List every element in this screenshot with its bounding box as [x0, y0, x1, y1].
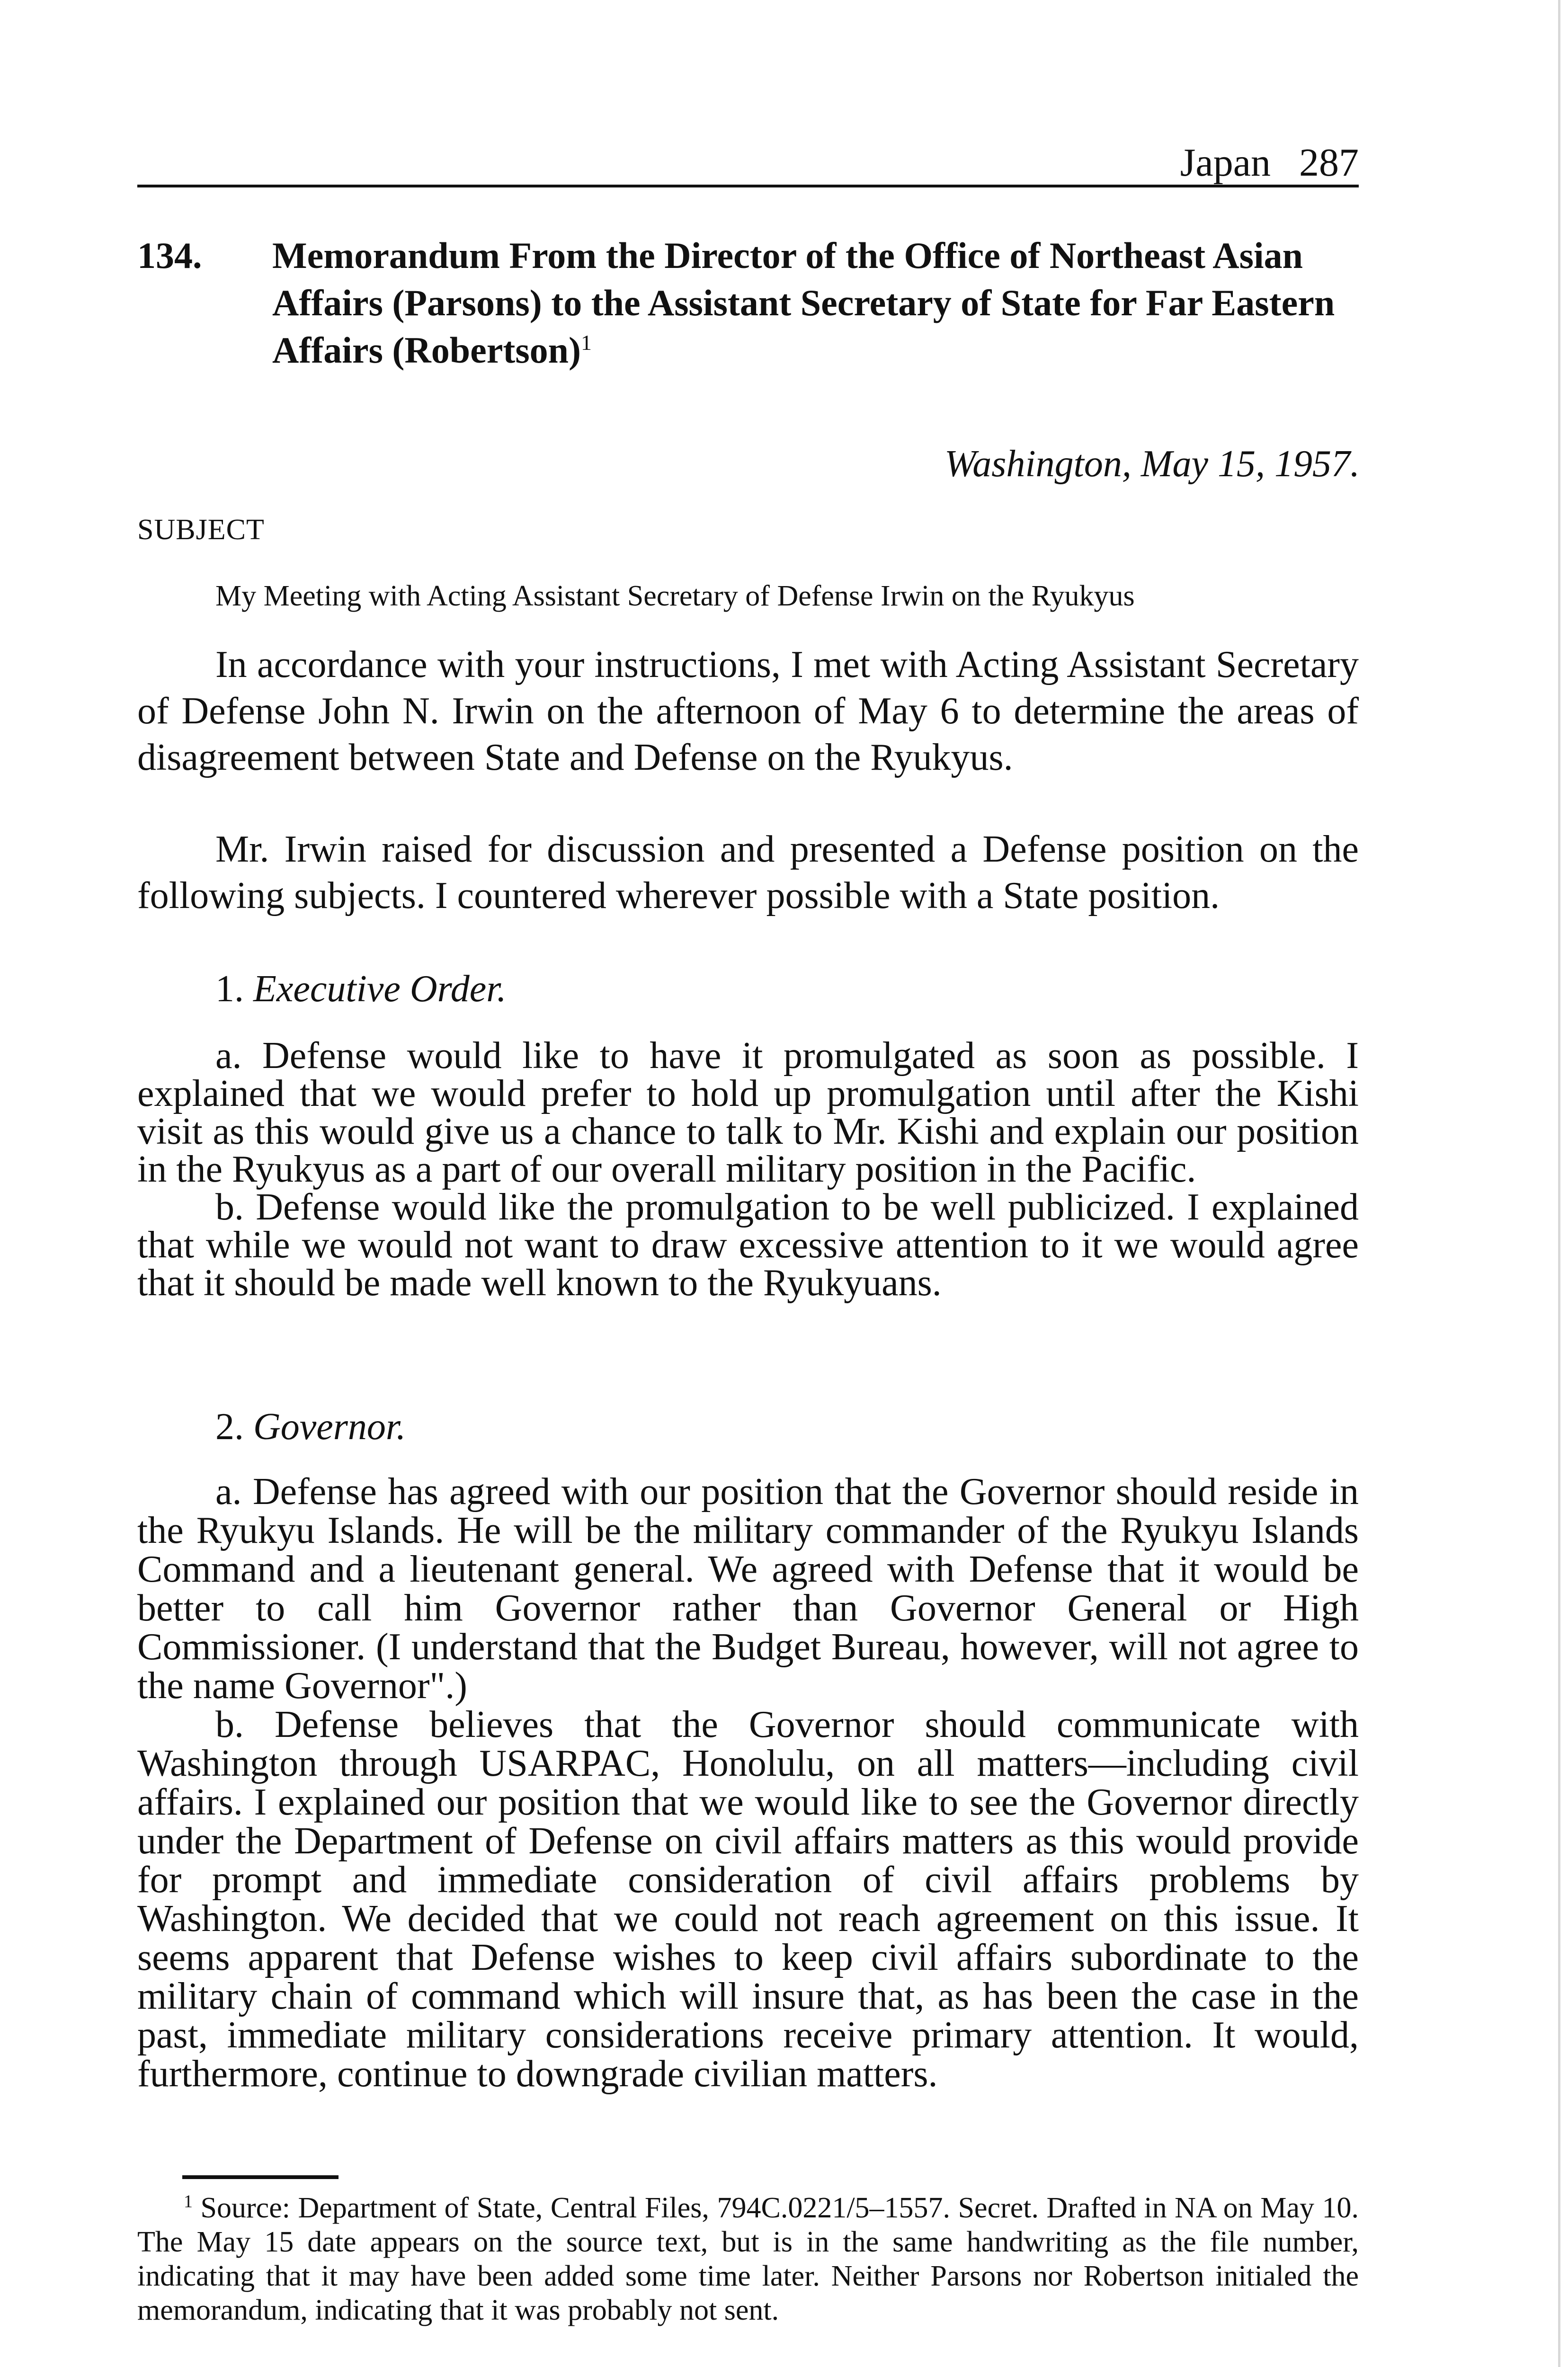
running-title: Japan: [1180, 141, 1271, 185]
subject-label: SUBJECT: [137, 514, 265, 546]
footnote-text: Source: Department of State, Central Files, 794C.0221/5–1557. Secret. Drafted in NA on May 10. The May 15 date appears on the source text, but is in the same handwriting as the file number, indicating that it may have been added some time later. Neither Parsons nor Robertson initialed the memorandum, indicating that it was probably not sent.: [137, 2192, 1359, 2326]
paragraph: b. Defense would like the promulgation to be well publicized. I explained that while we would not want to draw excessive attention to it we would agree that it should be made well known to the Ryukyuans.: [137, 1186, 1359, 1304]
paragraph: In accordance with your instructions, I met with Acting Assistant Secretary of Defense John N. Irwin on the afternoon of May 6 to determine the areas of disagreement between State and Defense on the Ryukyus.: [137, 644, 1359, 778]
section-title: Governor.: [253, 1406, 406, 1448]
footnote: [137, 2191, 1359, 2327]
section-governor: [137, 1472, 1359, 2093]
section-executive-order: [137, 1037, 1359, 1302]
section-number: 1.: [215, 968, 244, 1010]
running-header-text: [1180, 143, 1359, 183]
section-heading-governor: [137, 1404, 1359, 1450]
section-title: Executive Order.: [253, 968, 507, 1010]
paragraph: b. Defense believes that the Governor should communicate with Washington through USARPAC, Honolulu, on all matters—including civil affairs. I explained our position that we would like to see the Governor directly under the Department of Defense on civil affairs matters as this would provide for prompt and immediate consideration of civil affairs problems by Washington. We decided that we could not reach agreement on this issue. It seems apparent that Defense wishes to keep civil affairs subordinate to the military chain of command which will insure that, as has been the case in the past, immediate military considerations receive primary attention. It would, furthermore, continue to downgrade civilian matters.: [137, 1704, 1359, 2095]
footnote-paragraph: [137, 2191, 1359, 2327]
title-footnote-ref: 1: [581, 330, 592, 355]
paragraph: Mr. Irwin raised for discussion and presented a Defense position on the following subjects. I countered wherever possible with a State position.: [137, 828, 1359, 917]
body-paragraph-subjects: [137, 826, 1359, 919]
document-title-text: Memorandum From the Director of the Office of Northeast Asian Affairs (Parsons) to the Assistant Secretary of State for Far Eastern Affairs (Robertson): [272, 235, 1335, 371]
subject-text: My Meeting with Acting Assistant Secretary of Defense Irwin on the Ryukyus: [215, 580, 1135, 612]
running-header: [137, 133, 1359, 187]
footnote-rule: [182, 2175, 339, 2179]
page-edge-line: [1558, 0, 1560, 2367]
page-number: 287: [1299, 141, 1359, 185]
paragraph: a. Defense has agreed with our position that the Governor should reside in the Ryukyu Islands. He will be the military commander of the Ryukyu Islands Command and a lieutenant general. We agreed with Defense that it would be better to call him Governor rather than Governor General or High Commissioner. (I understand that the Budget Bureau, however, will not agree to the name Governor".): [137, 1471, 1359, 1707]
section-heading-executive-order: [137, 966, 1359, 1012]
document-number: 134.: [137, 235, 202, 276]
paragraph: a. Defense would like to have it promulgated as soon as possible. I explained that we would prefer to hold up promulgation until after the Kishi visit as this would give us a chance to talk to Mr. Kishi and explain our position in the Ryukyus as a part of our overall military position in the Pacific.: [137, 1035, 1359, 1190]
section-heading: [137, 1404, 1359, 1450]
section-number: 2.: [215, 1406, 244, 1448]
document-title: [272, 232, 1371, 374]
section-heading: [137, 966, 1359, 1012]
dateline: Washington, May 15, 1957.: [944, 443, 1360, 485]
footnote-marker: 1: [184, 2191, 193, 2212]
body-paragraph-intro: [137, 641, 1359, 781]
